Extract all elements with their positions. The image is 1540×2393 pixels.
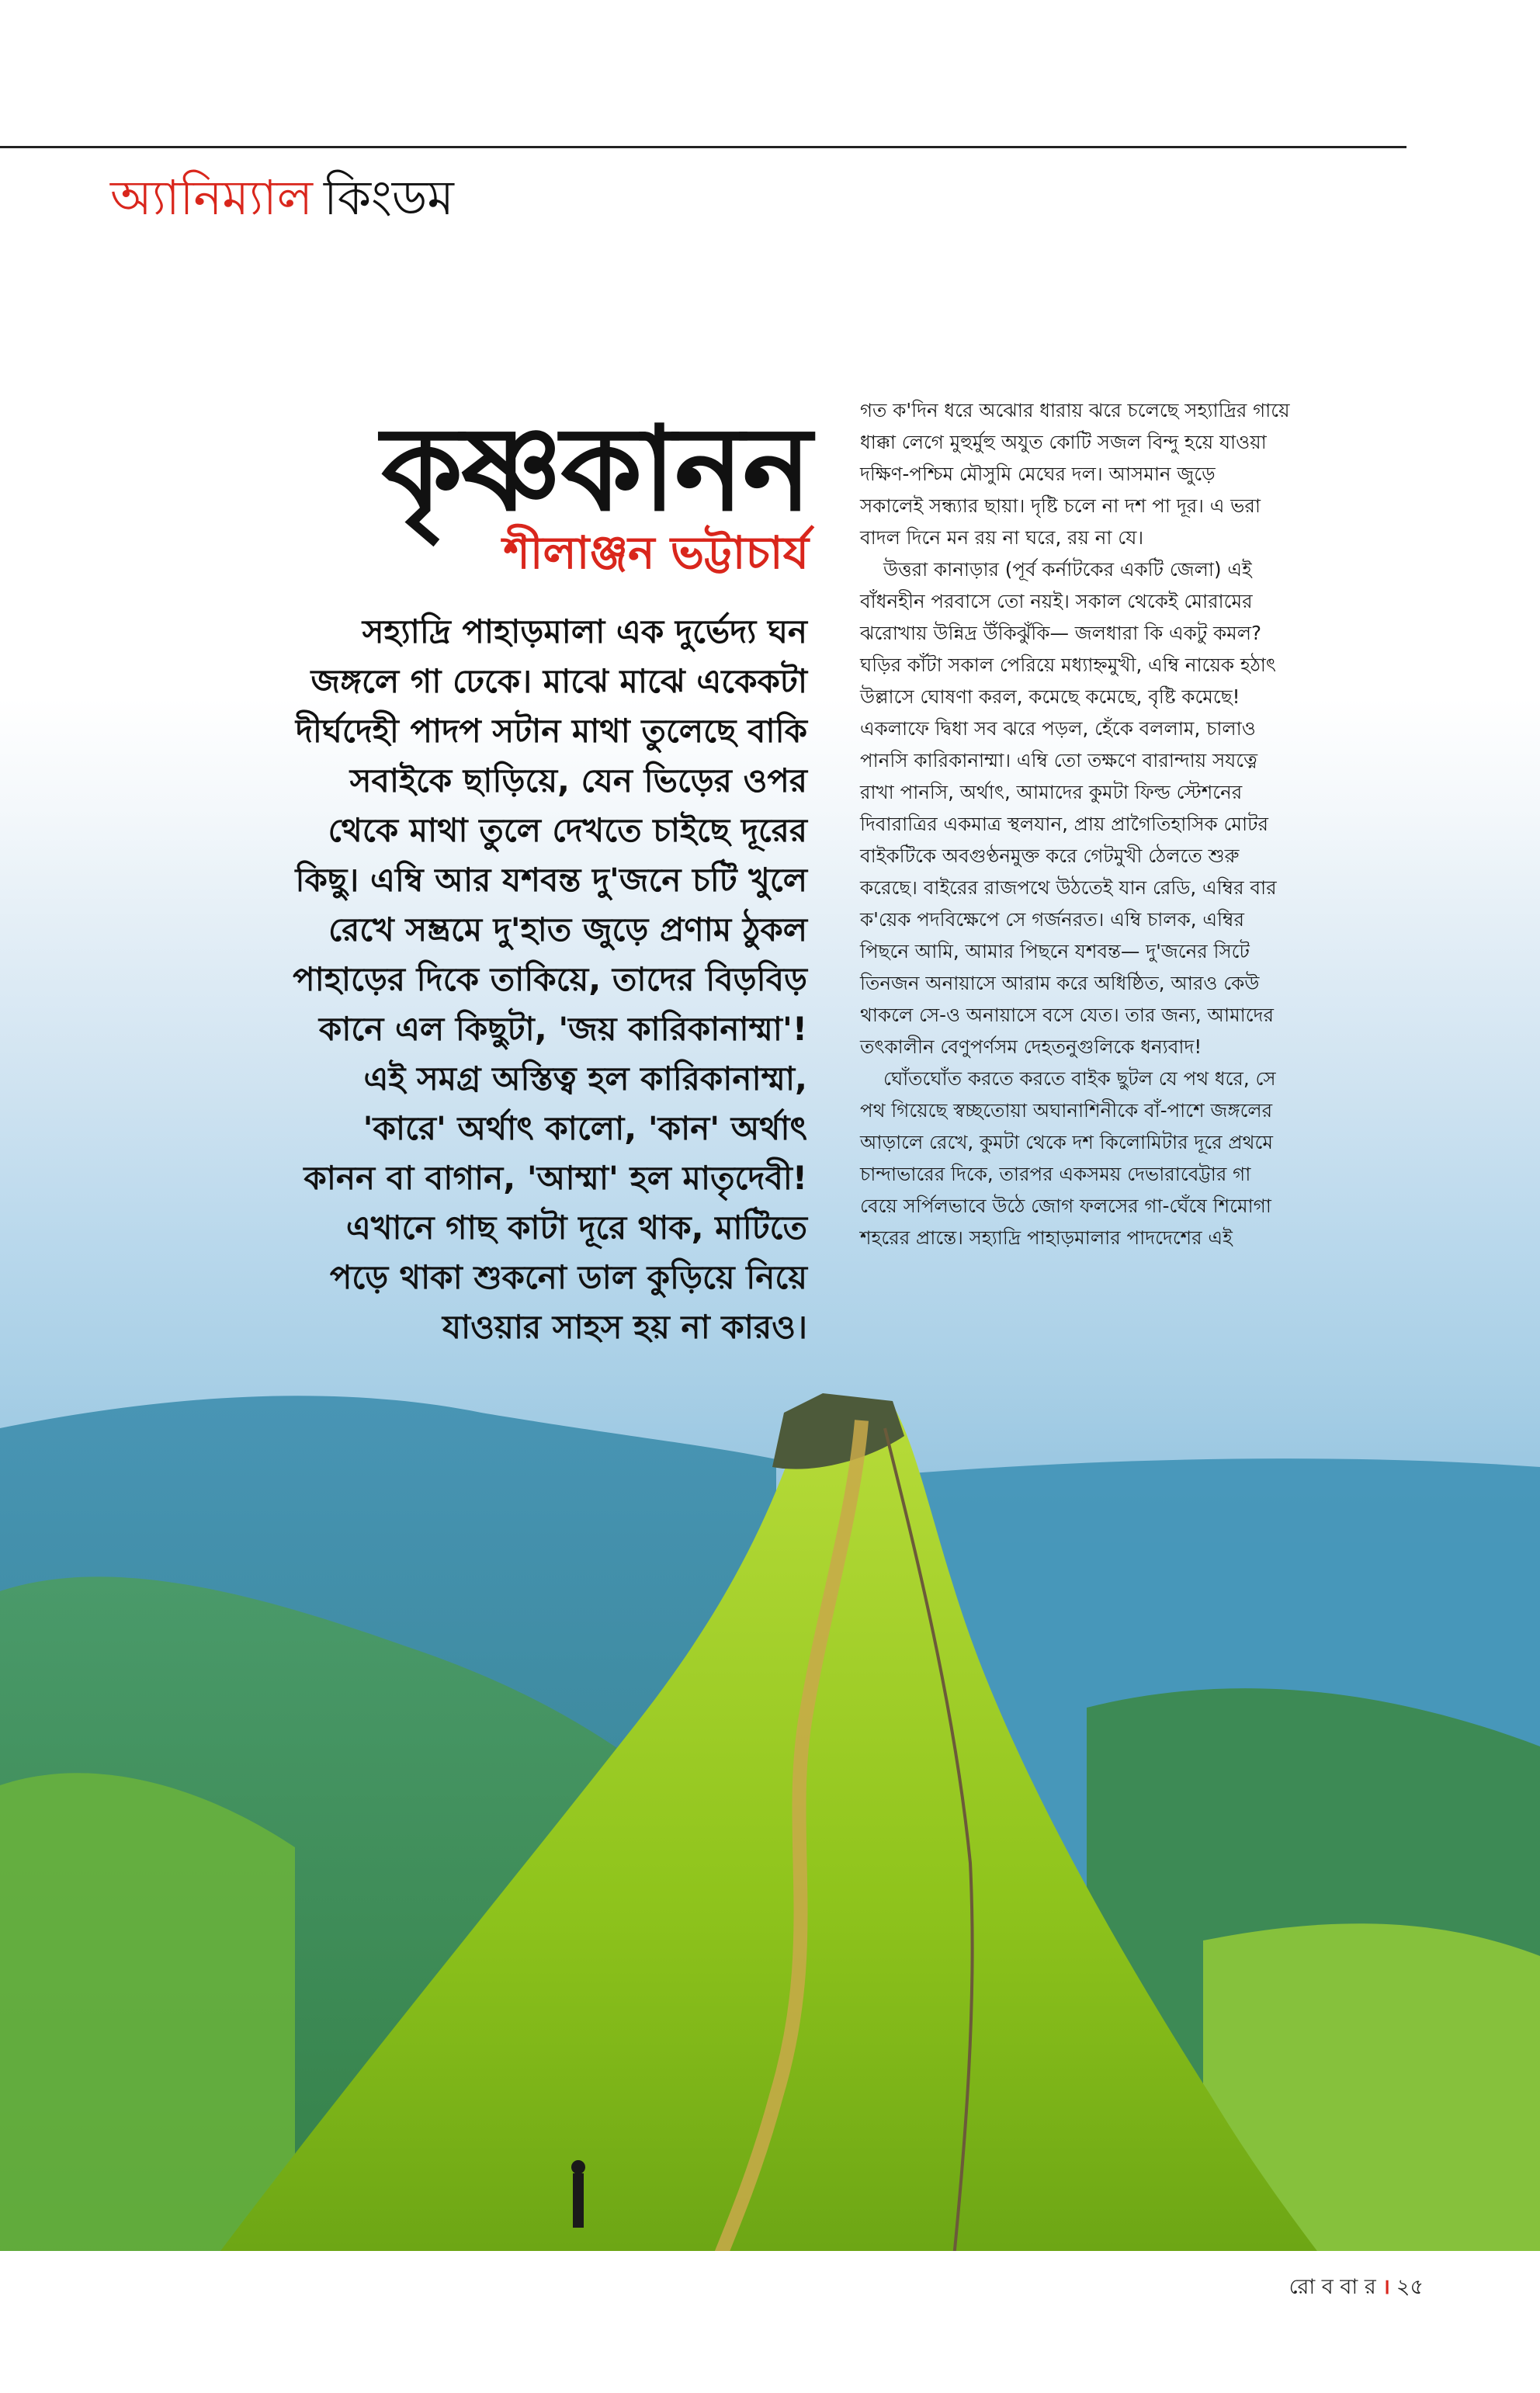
body-line: পথ গিয়েছে স্বচ্ছতোয়া অঘানাশিনীকে বাঁ-পাশে জঙ্গলের	[860, 1099, 1273, 1122]
body-text-column	[860, 394, 1431, 1254]
body-line: গত ক'দিন ধরে অঝোর ধারায় ঝরে চলেছে সহ্যাদ্রির গায়ে	[860, 399, 1290, 421]
body-line: বেয়ে সর্পিলভাবে উঠে জোগ ফলসের গা-ঘেঁষে শিমোগা	[860, 1195, 1271, 1217]
intro-line: দীর্ঘদেহী পাদপ সটান মাথা তুলেছে বাকি	[295, 712, 807, 750]
page-footer	[1289, 2271, 1424, 2306]
body-line: উত্তরা কানাড়ার (পূর্ব কর্নাটকের একটি জেলা) এই	[883, 558, 1252, 581]
body-line: উল্লাসে ঘোষণা করল, কমেছে কমেছে, বৃষ্টি কমেছে!	[860, 685, 1240, 708]
article-author: শীলাঞ্জন ভট্টাচার্য	[503, 526, 809, 579]
intro-paragraph	[202, 607, 807, 1352]
intro-line: থেকে মাথা তুলে দেখতে চাইছে দূরের	[328, 811, 807, 849]
body-line: আড়ালে রেখে, কুমটা থেকে দশ কিলোমিটার দূরে প্রথমে	[860, 1131, 1273, 1153]
body-line: ঘোঁতঘোঁত করতে করতে বাইক ছুটল যে পথ ধরে, সে	[883, 1067, 1276, 1090]
intro-line: কানন বা বাগান, 'আম্মা' হল মাতৃদেবী!	[303, 1159, 807, 1197]
body-line: সকালেই সন্ধ্যার ছায়া। দৃষ্টি চলে না দশ পা দূর। এ ভরা	[860, 494, 1261, 517]
article-title: কৃষ্ণকানন	[381, 402, 810, 537]
body-line: ঘড়ির কাঁটা সকাল পেরিয়ে মধ্যাহ্নমুখী, এম্বি নায়েক হঠাৎ	[860, 654, 1276, 676]
body-line: তিনজন অনায়াসে আরাম করে অধিষ্ঠিত, আরও কেউ	[860, 972, 1260, 994]
intro-line: এই সমগ্র অস্তিত্ব হল কারিকানাম্মা,	[363, 1060, 807, 1098]
body-line: ধাক্কা লেগে মুহুর্মুহু অযুত কোটি সজল বিন্দু হয়ে যাওয়া	[860, 431, 1267, 453]
section-label-black: কিংডম	[323, 169, 454, 226]
page-number: ২৫	[1396, 2275, 1424, 2299]
body-line: শহরের প্রান্তে। সহ্যাদ্রি পাহাড়মালার পাদদেশের এই	[860, 1226, 1233, 1249]
intro-line: সবাইকে ছাড়িয়ে, যেন ভিড়ের ওপর	[349, 761, 807, 799]
body-line: চান্দাভারের দিকে, তারপর একসময় দেভারাবেট্টার গা	[860, 1163, 1251, 1185]
intro-line: পাহাড়ের দিকে তাকিয়ে, তাদের বিড়বিড়	[293, 960, 807, 998]
body-line: রাখা পানসি, অর্থাৎ, আমাদের কুমটা ফিল্ড স্টেশনের	[860, 781, 1243, 803]
body-line: বাঁধনহীন পরবাসে তো নয়ই। সকাল থেকেই মোরামের	[860, 590, 1253, 612]
section-label-red: অ্যানিম্যাল	[110, 169, 313, 226]
intro-line: সহ্যাদ্রি পাহাড়মালা এক দুর্ভেদ্য ঘন	[362, 612, 807, 650]
magazine-name: রো ব বা র	[1289, 2275, 1376, 2299]
body-line: পানসি কারিকানাম্মা। এম্বি তো তক্ষণে বারান্দায় সযত্নে	[860, 749, 1258, 772]
intro-line: রেখে সম্ভ্রমে দু'হাত জুড়ে প্রণাম ঠুকল	[328, 910, 807, 949]
intro-line: কিছু। এম্বি আর যশবন্ত দু'জনে চটি খুলে	[295, 861, 807, 899]
body-line: বাইকটিকে অবগুণ্ঠনমুক্ত করে গেটমুখী ঠেলতে শুরু	[860, 844, 1240, 867]
intro-line: কানে এল কিছুটা, 'জয় কারিকানাম্মা'!	[318, 1010, 807, 1048]
intro-line: যাওয়ার সাহস হয় না কারও।	[442, 1308, 807, 1346]
header-rule	[0, 146, 1406, 148]
body-line: তৎকালীন বেণুপর্ণসম দেহতনুগুলিকে ধন্যবাদ!	[860, 1035, 1202, 1058]
body-line: দক্ষিণ-পশ্চিম মৌসুমি মেঘের দল। আসমান জুড়ে	[860, 463, 1216, 485]
body-line: করেছে। বাইরের রাজপথে উঠতেই যান রেডি, এম্বির বার	[860, 876, 1277, 899]
body-line: পিছনে আমি, আমার পিছনে যশবন্ত— দু'জনের সিটে	[860, 940, 1250, 962]
intro-line: এখানে গাছ কাটা দূরে থাক, মাটিতে	[345, 1209, 807, 1247]
body-line: দিবারাত্রির একমাত্র স্থলযান, প্রায় প্রাগৈতিহাসিক মোটর	[860, 813, 1268, 835]
intro-line: পড়ে থাকা শুকনো ডাল কুড়িয়ে নিয়ে	[329, 1258, 807, 1296]
intro-line: 'কারে' অর্থাৎ কালো, 'কান' অর্থাৎ	[362, 1109, 807, 1147]
body-line: ঝরোখায় উন্নিদ্র উঁকিঝুঁকি— জলধারা কি একটু কমল?	[860, 622, 1261, 644]
footer-separator: ।	[1382, 2275, 1390, 2299]
body-line: থাকলে সে-ও অনায়াসে বসে যেত। তার জন্য, আমাদের	[860, 1004, 1274, 1026]
intro-line: জঙ্গলে গা ঢেকে। মাঝে মাঝে একেকটা	[310, 662, 807, 700]
section-label	[110, 161, 454, 241]
body-line: বাদল দিনে মন রয় না ঘরে, রয় না যে।	[860, 526, 1144, 549]
body-line: একলাফে দ্বিধা সব ঝরে পড়ল, হেঁকে বললাম, চালাও	[860, 717, 1256, 740]
body-line: ক'য়েক পদবিক্ষেপে সে গর্জনরত। এম্বি চালক, এম্বির	[860, 908, 1244, 931]
